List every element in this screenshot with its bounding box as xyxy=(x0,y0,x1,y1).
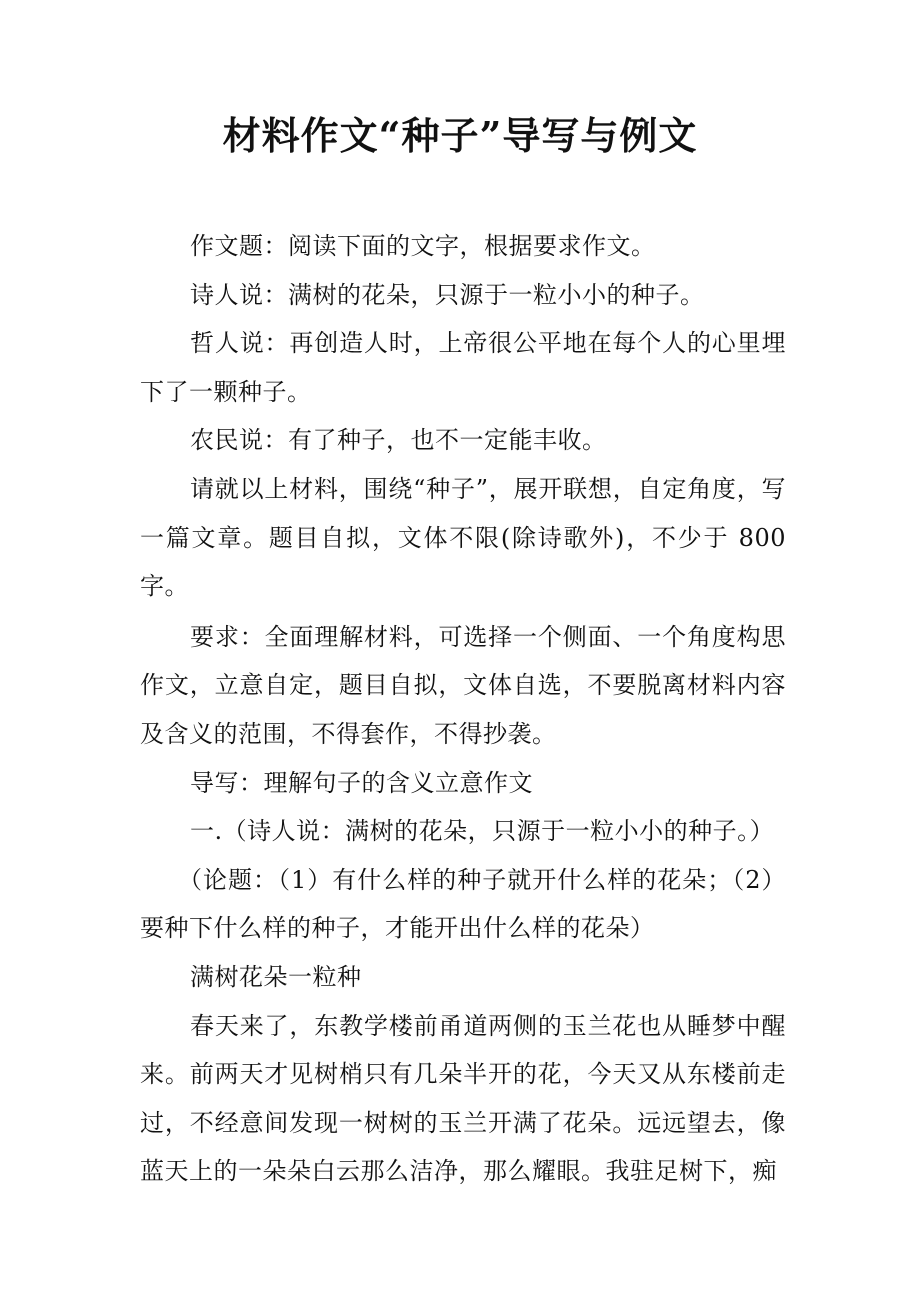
document-body xyxy=(140,222,795,1196)
paragraph-poet-quote: 诗人说：满树的花朵，只源于一粒小小的种子。 xyxy=(190,280,705,309)
paragraph-essay-title: 满树花朵一粒种 xyxy=(190,962,362,991)
paragraph-task: 请就以上材料，围绕“种子”，展开联想，自定角度，写一篇文章。题目自拟，文体不限(除诗歌外)，不少于 800 字。 xyxy=(140,474,795,601)
paragraph-essay-body: 春天来了，东教学楼前甬道两侧的玉兰花也从睡梦中醒来。前两天才见树梢只有几朵半开的花，今天又从东楼前走过，不经意间发现一树树的玉兰开满了花朵。远远望去，像蓝天上的一朵朵白云那么洁净，那么耀眼。我驻足树下，痴 xyxy=(140,1011,786,1186)
paragraph-guide: 导写：理解句子的含义立意作文 xyxy=(190,768,533,797)
paragraph-prompt-intro: 作文题：阅读下面的文字，根据要求作文。 xyxy=(190,232,656,260)
paragraph-requirements: 要求：全面理解材料，可选择一个侧面、一个角度构思作文，立意自定，题目自拟，文体自选，不要脱离材料内容及含义的范围，不得套作，不得抄袭。 xyxy=(140,622,786,748)
paragraph-section-one: 一.（诗人说：满树的花朵，只源于一粒小小的种子。） xyxy=(190,817,775,846)
paragraph-thesis: （论题：（1）有什么样的种子就开什么样的花朵；（2）要种下什么样的种子，才能开出什么样的花朵） xyxy=(140,865,786,943)
paragraph-philosopher-quote: 哲人说：再创造人时，上帝很公平地在每个人的心里埋下了一颗种子。 xyxy=(140,329,786,406)
document-title: 材料作文“种子”导写与例文 xyxy=(222,113,698,158)
paragraph-farmer-quote: 农民说：有了种子，也不一定能丰收。 xyxy=(190,426,607,455)
